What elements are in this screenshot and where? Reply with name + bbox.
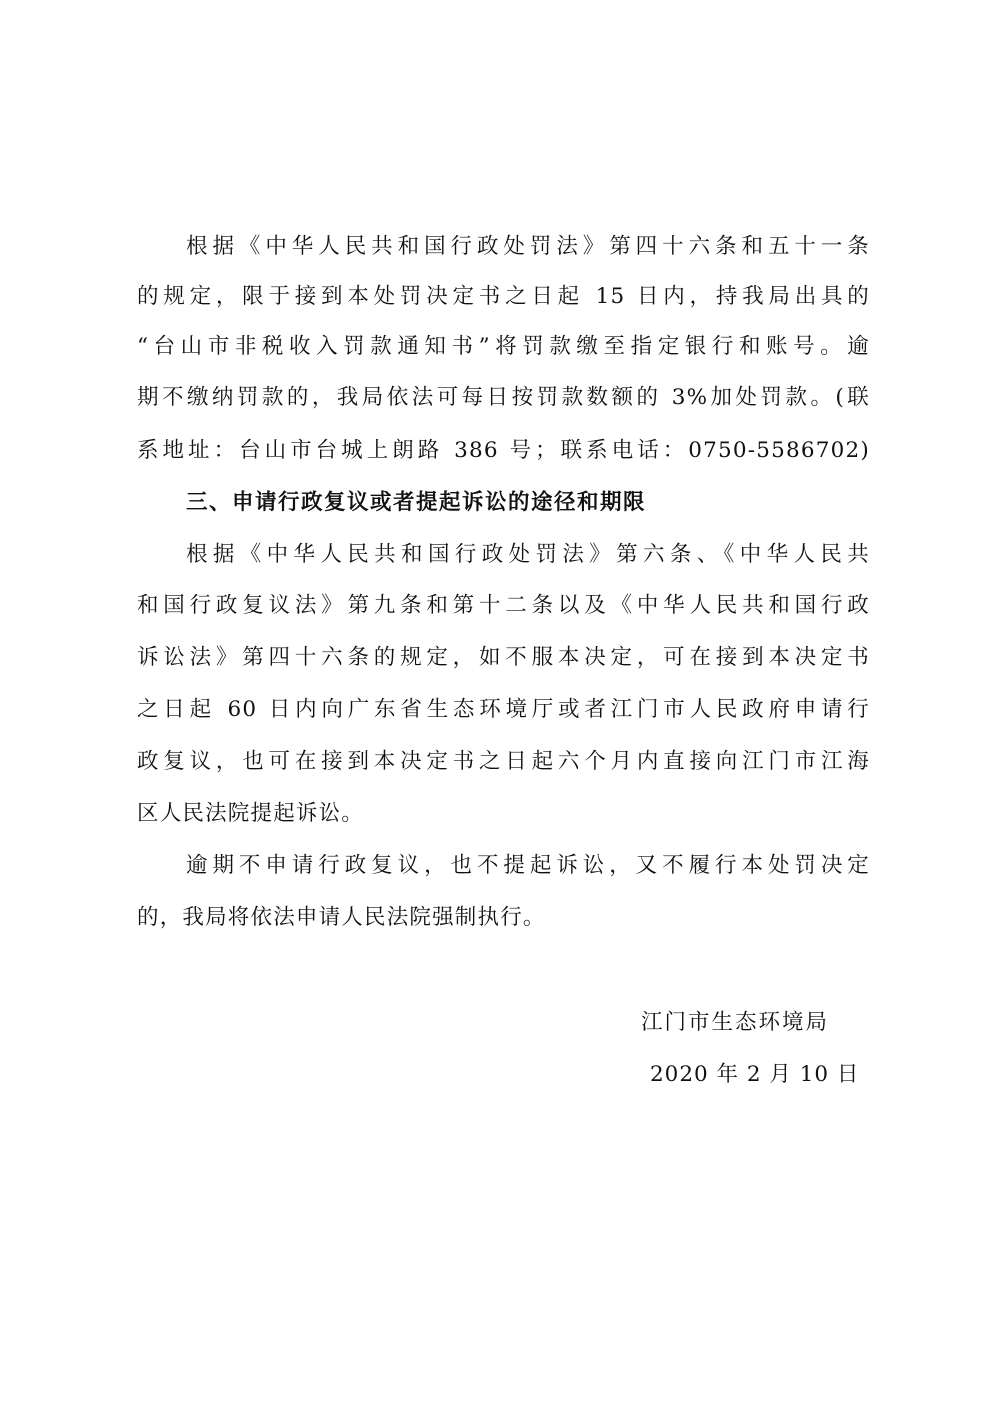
paragraph-1-line-4: 期不缴纳罚款的，我局依法可每日按罚款数额的 3%加处罚款。(联 — [137, 385, 870, 410]
paragraph-2-line-3: 诉讼法》第四十六条的规定，如不服本决定，可在接到本决定书 — [137, 645, 870, 670]
signature-date: 2020 年 2 月 10 日 — [650, 1062, 860, 1087]
paragraph-2-line-1: 根据《中华人民共和国行政处罚法》第六条、《中华人民共 — [186, 542, 870, 567]
paragraph-1-line-5: 系地址：台山市台城上朗路 386 号；联系电话：0750-5586702) — [137, 438, 870, 463]
paragraph-2-line-2: 和国行政复议法》第九条和第十二条以及《中华人民共和国行政 — [137, 593, 870, 618]
paragraph-1-line-1: 根据《中华人民共和国行政处罚法》第四十六条和五十一条 — [186, 234, 870, 259]
paragraph-3-line-2: 的，我局将依法申请人民法院强制执行。 — [137, 905, 546, 930]
section-3-heading: 三、申请行政复议或者提起诉讼的途径和期限 — [186, 490, 647, 515]
paragraph-1-line-3: “台山市非税收入罚款通知书”将罚款缴至指定银行和账号。逾 — [137, 334, 870, 359]
paragraph-1-line-2: 的规定，限于接到本处罚决定书之日起 15 日内，持我局出具的 — [137, 284, 870, 309]
signature-organization: 江门市生态环境局 — [641, 1010, 830, 1035]
paragraph-2-line-4: 之日起 60 日内向广东省生态环境厅或者江门市人民政府申请行 — [137, 697, 870, 722]
paragraph-2-line-5: 政复议，也可在接到本决定书之日起六个月内直接向江门市江海 — [137, 749, 870, 774]
paragraph-3-line-1: 逾期不申请行政复议，也不提起诉讼，又不履行本处罚决定 — [186, 853, 870, 878]
paragraph-2-line-6: 区人民法院提起诉讼。 — [137, 801, 365, 826]
